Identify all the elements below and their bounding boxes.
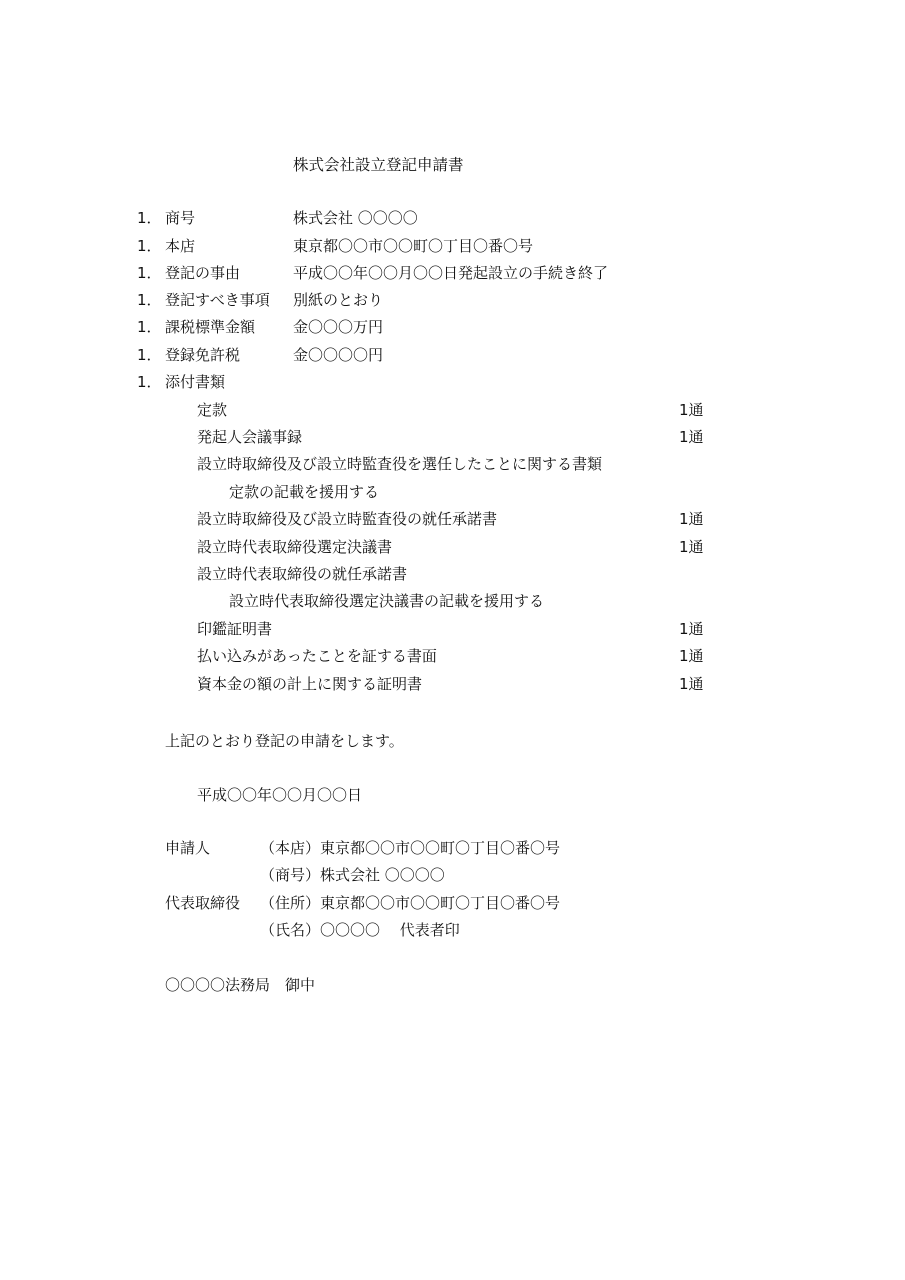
attachment-name: 設立時取締役及び設立時監査役を選任したことに関する書類 xyxy=(197,455,603,473)
item-key-license-tax: 登録免許税 xyxy=(165,346,241,364)
item-value-reason: 平成〇〇年〇〇月〇〇日発起設立の手続き終了 xyxy=(293,264,609,282)
attachment-name: 設立時代表取締役の就任承諾書 xyxy=(197,565,408,583)
item-key-attachments: 添付書類 xyxy=(165,373,226,391)
attachment-count: 1通 xyxy=(679,620,704,638)
attachment-count: 1通 xyxy=(679,675,704,693)
item-key-tax-base: 課税標準金額 xyxy=(165,318,256,336)
recipient-office: 〇〇〇〇法務局 御中 xyxy=(165,976,316,994)
attachment-note: 定款の記載を援用する xyxy=(229,483,380,501)
item-key-trade-name: 商号 xyxy=(165,209,196,227)
attachment-count: 1通 xyxy=(679,428,704,446)
item-key-matters: 登記すべき事項 xyxy=(165,291,270,309)
attachment-count: 1通 xyxy=(679,510,704,528)
attachment-count: 1通 xyxy=(679,538,704,556)
representative-address: （住所）東京都〇〇市〇〇町〇丁目〇番〇号 xyxy=(260,894,561,912)
item-number: 1． xyxy=(137,237,162,255)
item-value-head-office: 東京都〇〇市〇〇町〇丁目〇番〇号 xyxy=(293,237,534,255)
application-date: 平成〇〇年〇〇月〇〇日 xyxy=(197,786,363,804)
attachment-count: 1通 xyxy=(679,647,704,665)
attachment-name: 印鑑証明書 xyxy=(197,620,273,638)
representative-name: （氏名）〇〇〇〇 代表者印 xyxy=(260,921,460,939)
item-number: 1． xyxy=(137,346,162,364)
item-value-trade-name: 株式会社 〇〇〇〇 xyxy=(293,209,418,227)
applicant-address: （本店）東京都〇〇市〇〇町〇丁目〇番〇号 xyxy=(260,839,561,857)
applicant-label: 申請人 xyxy=(165,839,211,857)
item-number: 1． xyxy=(137,209,162,227)
item-number: 1． xyxy=(137,373,162,391)
attachment-name: 資本金の額の計上に関する証明書 xyxy=(197,675,423,693)
attachment-count: 1通 xyxy=(679,401,704,419)
item-value-license-tax: 金〇〇〇〇円 xyxy=(293,346,384,364)
attachment-note: 設立時代表取締役選定決議書の記載を援用する xyxy=(229,592,545,610)
item-key-reason: 登記の事由 xyxy=(165,264,241,282)
attachment-name: 払い込みがあったことを証する書面 xyxy=(197,647,437,665)
item-number: 1． xyxy=(137,291,162,309)
attachment-name: 発起人会議事録 xyxy=(197,428,303,446)
attachment-name: 定款 xyxy=(197,401,228,419)
item-number: 1． xyxy=(137,264,162,282)
applicant-name: （商号）株式会社 〇〇〇〇 xyxy=(260,866,445,884)
item-value-tax-base: 金〇〇〇万円 xyxy=(293,318,384,336)
item-number: 1． xyxy=(137,318,162,336)
attachment-name: 設立時取締役及び設立時監査役の就任承諾書 xyxy=(197,510,498,528)
item-value-matters: 別紙のとおり xyxy=(293,291,384,309)
representative-label: 代表取締役 xyxy=(165,894,241,912)
attachment-name: 設立時代表取締役選定決議書 xyxy=(197,538,393,556)
item-key-head-office: 本店 xyxy=(165,237,196,255)
closing-statement: 上記のとおり登記の申請をします。 xyxy=(165,732,404,750)
document-title: 株式会社設立登記申請書 xyxy=(293,156,464,174)
